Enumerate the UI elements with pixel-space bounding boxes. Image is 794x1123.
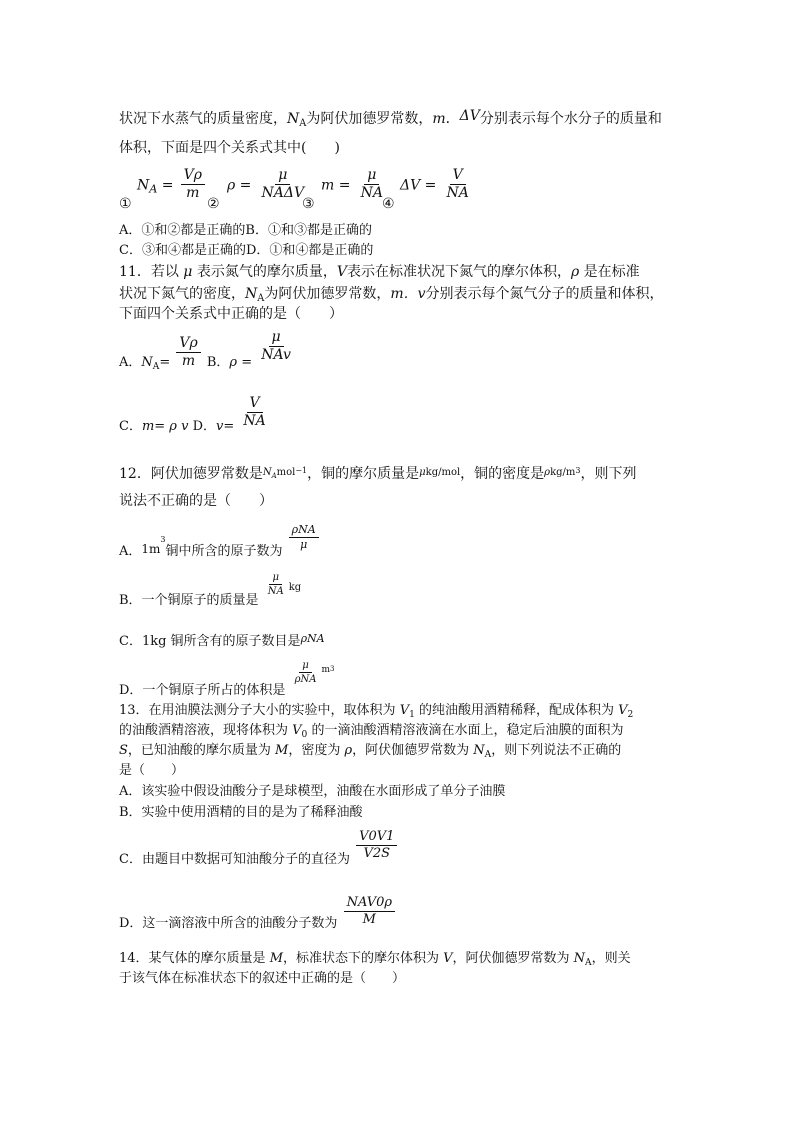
q13-d-num: NAV0ρ [344, 896, 395, 912]
q11-d-num: V [247, 396, 263, 413]
q11-line-3: 下面四个关系式中正确的是（ ） [119, 306, 343, 322]
q12-option-a: A．$1m^3$铜中所含的原子数为 $\frac{\text{ρNA}}{\mu}$ [119, 524, 321, 551]
f3-den: NA [360, 185, 383, 202]
q13-d-text: D．这一滴溶液中所含的油酸分子数为 [119, 916, 338, 932]
f2-lhs: ρ = [227, 177, 252, 194]
q14-line-2: 于该气体在标准状态下的叙述中正确的是（ ） [119, 971, 406, 986]
q11-text-2a: 状况下氮气的密度， [119, 286, 245, 302]
q12-option-d: D．一个铜原子所占的体积是 $\frac{\mu}{\text{ρNA}}$ $^{m3}$ [119, 660, 335, 698]
q11-a-fraction [176, 336, 200, 370]
q10-dv: ΔV [459, 108, 480, 124]
formula-4-fraction [444, 168, 472, 202]
q12-text-1b: ，铜的摩尔质量是 [307, 466, 420, 482]
q11-na: N [245, 286, 258, 302]
q11-rho: ρ [570, 264, 580, 280]
q13-line-3: S，已知油酸的摩尔质量为 M，密度为 ρ，阿伏伽德罗常数为 $N_A$，则下列说法不正确的 [119, 743, 622, 760]
q10-mark-2: ② [207, 196, 220, 212]
q12-b-num: μ [269, 572, 282, 585]
q11-b-fraction [258, 330, 294, 364]
q14-text-1c: ，阿伏伽德罗常数为 [452, 951, 574, 966]
q13-text-3d: ，则下列说法不正确的 [491, 743, 622, 758]
q11-b-den: NAv [261, 347, 291, 364]
formula-2-fraction [259, 168, 308, 202]
q10-na-sub: A [299, 118, 307, 129]
q11-c-label: C． [119, 419, 142, 435]
q12-line-1: 12．阿伏加德罗常数是$^{N_Amol-1}$，铜的摩尔质量是$^{\mu kg/mol}$，铜的密度是$^{\rho kg/m3}$，则下列 [119, 466, 637, 482]
q13-line-1: 13．在用油膜法测分子大小的实验中，取体积为 $V_1$ 的纯油酸用酒精稀释，配成体积为 $V_2$ [119, 703, 634, 720]
q10-option-a: A．①和②都是正确的B．①和③都是正确的 [119, 223, 372, 238]
q10-m: m [432, 111, 446, 127]
q12-unit-mol: mol [276, 467, 296, 478]
q12-a-label: A． [119, 544, 142, 560]
q11-a-label: A． [119, 355, 142, 371]
q12-unit-kgm3: kg/m [550, 467, 576, 478]
q10-formula-2 [227, 168, 309, 202]
q10-formula-1: $N_A$ = $\frac{V\rho}{m}$ [137, 168, 207, 202]
q13-c-text: C．由题目中数据可知油酸分子的直径为 [119, 852, 350, 868]
q11-mu: μ [183, 264, 193, 280]
q12-text-1c: ，铜的密度是 [460, 466, 545, 482]
q10-option-c: C．③和④都是正确的D．①和④都是正确的 [119, 243, 374, 258]
q12-d-fraction [292, 660, 320, 685]
q11-mv: m．v [390, 286, 426, 302]
f3-lhs: m = [321, 177, 351, 194]
q12-d-den: ρNA [294, 674, 317, 685]
q11-d-eq: v= [216, 419, 235, 435]
q12-unit-kgmol: kg/mol [425, 467, 461, 478]
q10-formula-3 [321, 168, 388, 202]
f4-num: V [450, 168, 466, 185]
q12-d-text: D．一个铜原子所占的体积是 [119, 683, 286, 698]
formula-1-lhs: N [137, 177, 150, 194]
q11-text-1b: 表示氮气的摩尔质量， [192, 264, 337, 280]
q10-formula-4 [400, 168, 474, 202]
f1-den: m [186, 185, 200, 202]
q10-line-2: 体积，下面是四个关系式其中( ) [119, 140, 340, 156]
q11-d-den: NA [243, 413, 266, 430]
q12-b-den: NA [267, 586, 284, 597]
q12-b-text: B．一个铜原子的质量是 [119, 593, 259, 608]
q12-text-1d: ，则下列 [580, 466, 637, 482]
q12-text-1a: 12．阿伏加德罗常数是 [119, 466, 263, 482]
q11-text-2b: 为阿伏加德罗常数， [264, 286, 391, 302]
q10-mark-1: ① [119, 196, 132, 212]
q10-mark-4: ④ [382, 196, 395, 212]
q12-option-c [119, 630, 325, 649]
q11-text-2d: 分别表示每个氮气分子的质量和体积， [425, 286, 664, 302]
q12-b-fraction [265, 572, 287, 597]
q11-na-sub: A [257, 293, 265, 304]
q12-b-unit: kg [288, 582, 302, 593]
q13-option-d [119, 895, 397, 932]
q12-option-b [119, 572, 302, 608]
q11-b-label: B． [206, 355, 230, 371]
q11-a-na: N [141, 355, 153, 371]
q13-line-2: 的油酸酒精溶液，现将体积为 $V_0$ 的一滴油酸酒精溶液滴在水面上，稳定后油膜的面积为 [119, 723, 624, 740]
q11-text-1d: 是在标准 [579, 264, 640, 280]
q11-b-eq: ρ = [229, 355, 253, 371]
q13-c-den: V2S [363, 846, 391, 862]
q12-c-text: C．1kg 铜所含有的原子数目是 [119, 634, 301, 649]
q13-line-4: 是（ ） [119, 763, 185, 778]
q13-text-1b: 的纯油酸用酒精稀释，配成体积为 [414, 703, 619, 718]
q13-text-2a: 的油酸酒精溶液，现将体积为 [119, 723, 293, 738]
q10-text-1a: 状况下水蒸气的质量密度， [119, 111, 287, 127]
f3-num: μ [364, 168, 379, 185]
q11-v: V [336, 264, 347, 280]
q12-d-num: μ [299, 660, 312, 673]
q14-text-1d: ，则关 [591, 951, 631, 966]
formula-1-fraction [181, 168, 205, 202]
q10-line-1 [119, 110, 662, 133]
q10-text-1b: 为阿伏加德罗常数， [306, 111, 433, 127]
f4-den: NA [446, 185, 469, 202]
q11-a-num: Vρ [176, 336, 200, 353]
q12-line-2: 说法不正确的是（ ） [119, 493, 273, 509]
f4-lhs: ΔV = [400, 177, 437, 194]
q11-d-fraction [240, 396, 268, 430]
q13-text-3a: ，已知油酸的摩尔质量为 [127, 743, 276, 758]
q13-text-3c: ，阿伏伽德罗常数为 [352, 743, 474, 758]
q12-a-fraction [289, 524, 319, 551]
q14-line-1: 14．某气体的摩尔质量是 M，标准状态下的摩尔体积为 V，阿伏伽德罗常数为 $N_A$，则关 [119, 951, 631, 968]
q13-text-1a: 13．在用油膜法测分子大小的实验中，取体积为 [119, 703, 400, 718]
q12-a-num: ρNA [289, 524, 319, 538]
q12-a-den: μ [300, 538, 308, 552]
q10-text-1d: 分别表示每个水分子的质量和 [479, 111, 662, 127]
q13-c-num: V0V1 [356, 830, 397, 846]
q11-a-den: m [181, 353, 196, 370]
q10-text-1c: ． [445, 111, 460, 127]
q11-option-c [119, 395, 271, 435]
q11-b-num: μ [269, 330, 284, 347]
q11-option-a [119, 329, 296, 373]
q12-c-val: ρNA [300, 632, 325, 645]
q11-c-eq: m= ρ v [141, 419, 189, 435]
q13-option-c [119, 829, 399, 868]
q13-text-3b: ，密度为 [288, 743, 345, 758]
q11-a-eq: = [159, 355, 175, 371]
q13-c-fraction [356, 830, 397, 862]
q13-option-a: A．该实验中假设油酸分子是球模型，油酸在水面形成了单分子油膜 [119, 784, 506, 799]
q11-text-1c: 表示在标准状况下氮气的摩尔体积， [346, 264, 571, 280]
q14-text-1b: ，标准状态下的摩尔体积为 [283, 951, 444, 966]
q13-text-2b: 的一滴油酸酒精溶液滴在水面上，稳定后油膜的面积为 [307, 723, 624, 738]
q11-d-label: D． [192, 419, 217, 435]
q10-mark-3: ③ [302, 196, 315, 212]
q13-d-den: M [362, 912, 376, 928]
q12-a-text: 铜中所含的原子数为 [165, 544, 283, 560]
f2-num: μ [275, 168, 290, 185]
q11-line-1 [119, 263, 640, 281]
q13-d-fraction [344, 896, 395, 928]
q13-option-b: B．实验中使用酒精的目的是为了稀释油酸 [119, 805, 363, 820]
q11-text-1a: 11．若以 [119, 264, 184, 280]
q14-text-1a: 14．某气体的摩尔质量是 [119, 951, 270, 966]
q10-na: N [287, 111, 300, 127]
q12-d-unit: m [321, 665, 330, 675]
q11-a-na-sub: A [152, 362, 160, 373]
q12-a-vol: 1m [141, 542, 161, 557]
f2-den: NAΔV [261, 185, 305, 202]
f1-num: Vρ [181, 168, 205, 185]
